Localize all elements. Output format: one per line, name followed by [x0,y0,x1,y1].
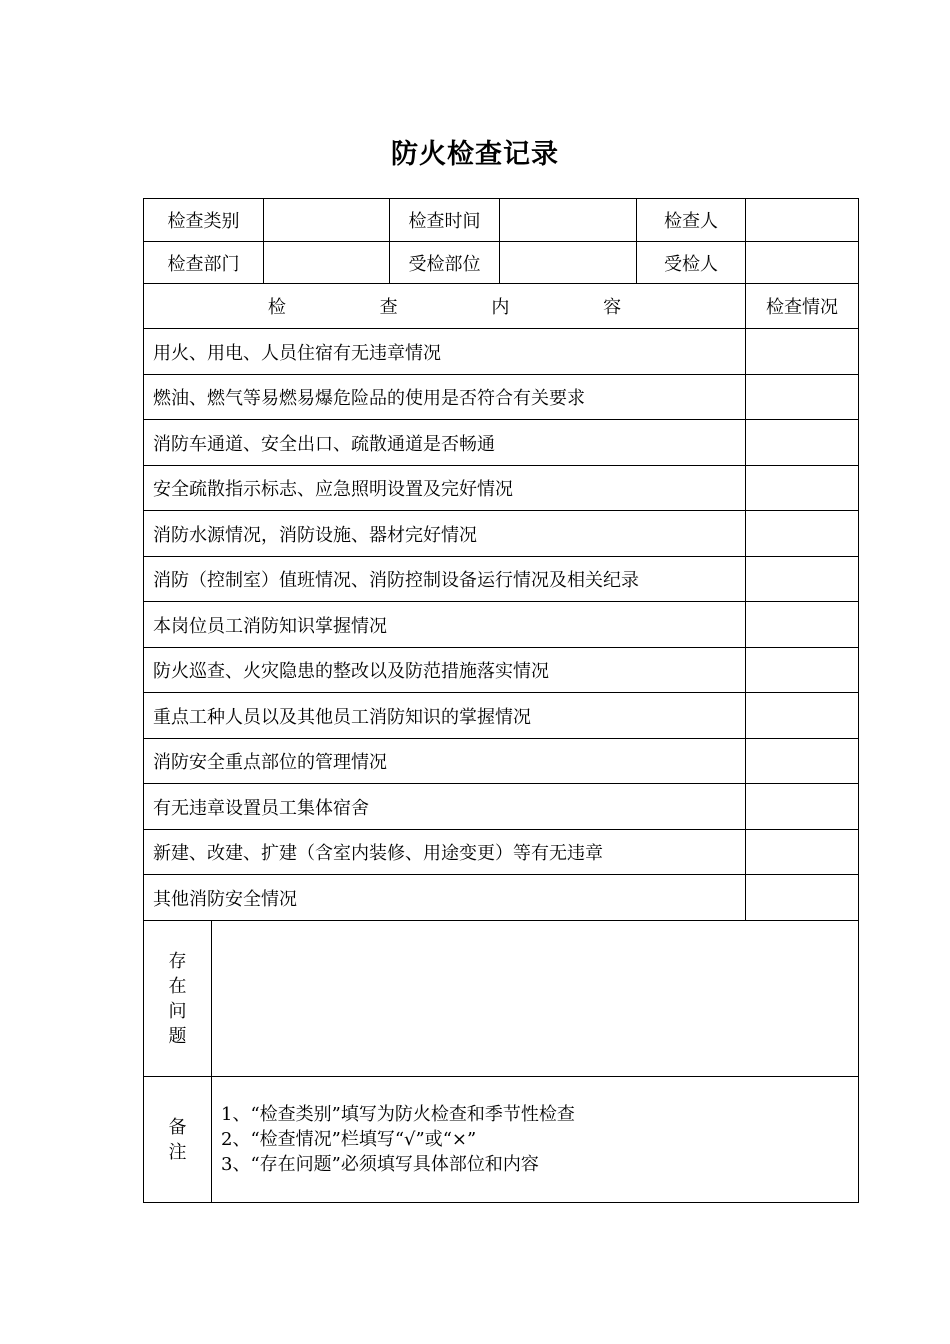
check-item-row [144,693,859,739]
check-item-row [144,375,859,420]
field-inspector[interactable] [746,199,859,242]
check-item-status[interactable] [746,602,859,648]
check-item-text: 消防（控制室）值班情况、消防控制设备运行情况及相关纪录 [144,557,746,602]
check-item-row [144,420,859,466]
check-item-text: 本岗位员工消防知识掌握情况 [144,602,746,648]
remark-line: 3、“存在问题”必须填写具体部位和内容 [221,1154,539,1175]
header-row-1 [144,199,859,242]
check-item-row [144,784,859,830]
label-check-time: 检查时间 [390,199,500,242]
check-item-text: 新建、改建、扩建（含室内装修、用途变更）等有无违章 [144,830,746,875]
check-item-status[interactable] [746,739,859,784]
problems-row [144,921,859,1077]
header-row-2 [144,242,859,284]
page-title: 防火检查记录 [391,139,559,170]
label-check-category: 检查类别 [144,199,264,242]
label-check-department: 检查部门 [144,242,264,284]
label-inspector: 检查人 [637,199,746,242]
check-item-row [144,466,859,511]
column-header-status: 检查情况 [746,284,859,329]
check-item-text: 消防水源情况，消防设施、器材完好情况 [144,511,746,557]
problems-label: 存 在 问 题 [144,921,212,1077]
check-item-text: 安全疏散指示标志、应急照明设置及完好情况 [144,466,746,511]
field-inspected-area[interactable] [500,242,637,284]
label-inspectee: 受检人 [637,242,746,284]
problems-field[interactable] [212,921,859,1077]
check-item-text: 重点工种人员以及其他员工消防知识的掌握情况 [144,693,746,739]
check-item-row [144,648,859,693]
check-item-status[interactable] [746,648,859,693]
check-item-row [144,511,859,557]
check-item-text: 其他消防安全情况 [144,875,746,921]
check-item-status[interactable] [746,466,859,511]
inspection-table [143,198,859,1203]
check-item-status[interactable] [746,420,859,466]
check-item-row [144,329,859,375]
column-header-content: 检 查 内 容 [144,284,746,329]
check-item-status[interactable] [746,693,859,739]
inspection-form [143,198,858,1203]
field-check-time[interactable] [500,199,637,242]
check-item-status[interactable] [746,875,859,921]
check-item-row [144,739,859,784]
check-item-status[interactable] [746,511,859,557]
check-item-status[interactable] [746,375,859,420]
remarks-content [212,1077,859,1203]
remark-line: 2、“检查情况”栏填写“√”或“×” [221,1129,477,1150]
check-item-text: 燃油、燃气等易燃易爆危险品的使用是否符合有关要求 [144,375,746,420]
check-item-status[interactable] [746,329,859,375]
field-check-department[interactable] [264,242,390,284]
remarks-label: 备 注 [144,1077,212,1203]
check-item-row [144,602,859,648]
check-item-text: 防火巡查、火灾隐患的整改以及防范措施落实情况 [144,648,746,693]
check-item-text: 消防车通道、安全出口、疏散通道是否畅通 [144,420,746,466]
check-item-status[interactable] [746,830,859,875]
check-item-row [144,830,859,875]
check-item-row [144,557,859,602]
check-item-status[interactable] [746,557,859,602]
check-item-row [144,875,859,921]
label-inspected-area: 受检部位 [390,242,500,284]
column-header-row [144,284,859,329]
field-check-category[interactable] [264,199,390,242]
field-inspectee[interactable] [746,242,859,284]
remarks-row [144,1077,859,1203]
check-item-text: 消防安全重点部位的管理情况 [144,739,746,784]
check-item-status[interactable] [746,784,859,830]
check-item-text: 用火、用电、人员住宿有无违章情况 [144,329,746,375]
check-item-text: 有无违章设置员工集体宿舍 [144,784,746,830]
remark-line: 1、“检查类别”填写为防火检查和季节性检查 [221,1104,575,1125]
